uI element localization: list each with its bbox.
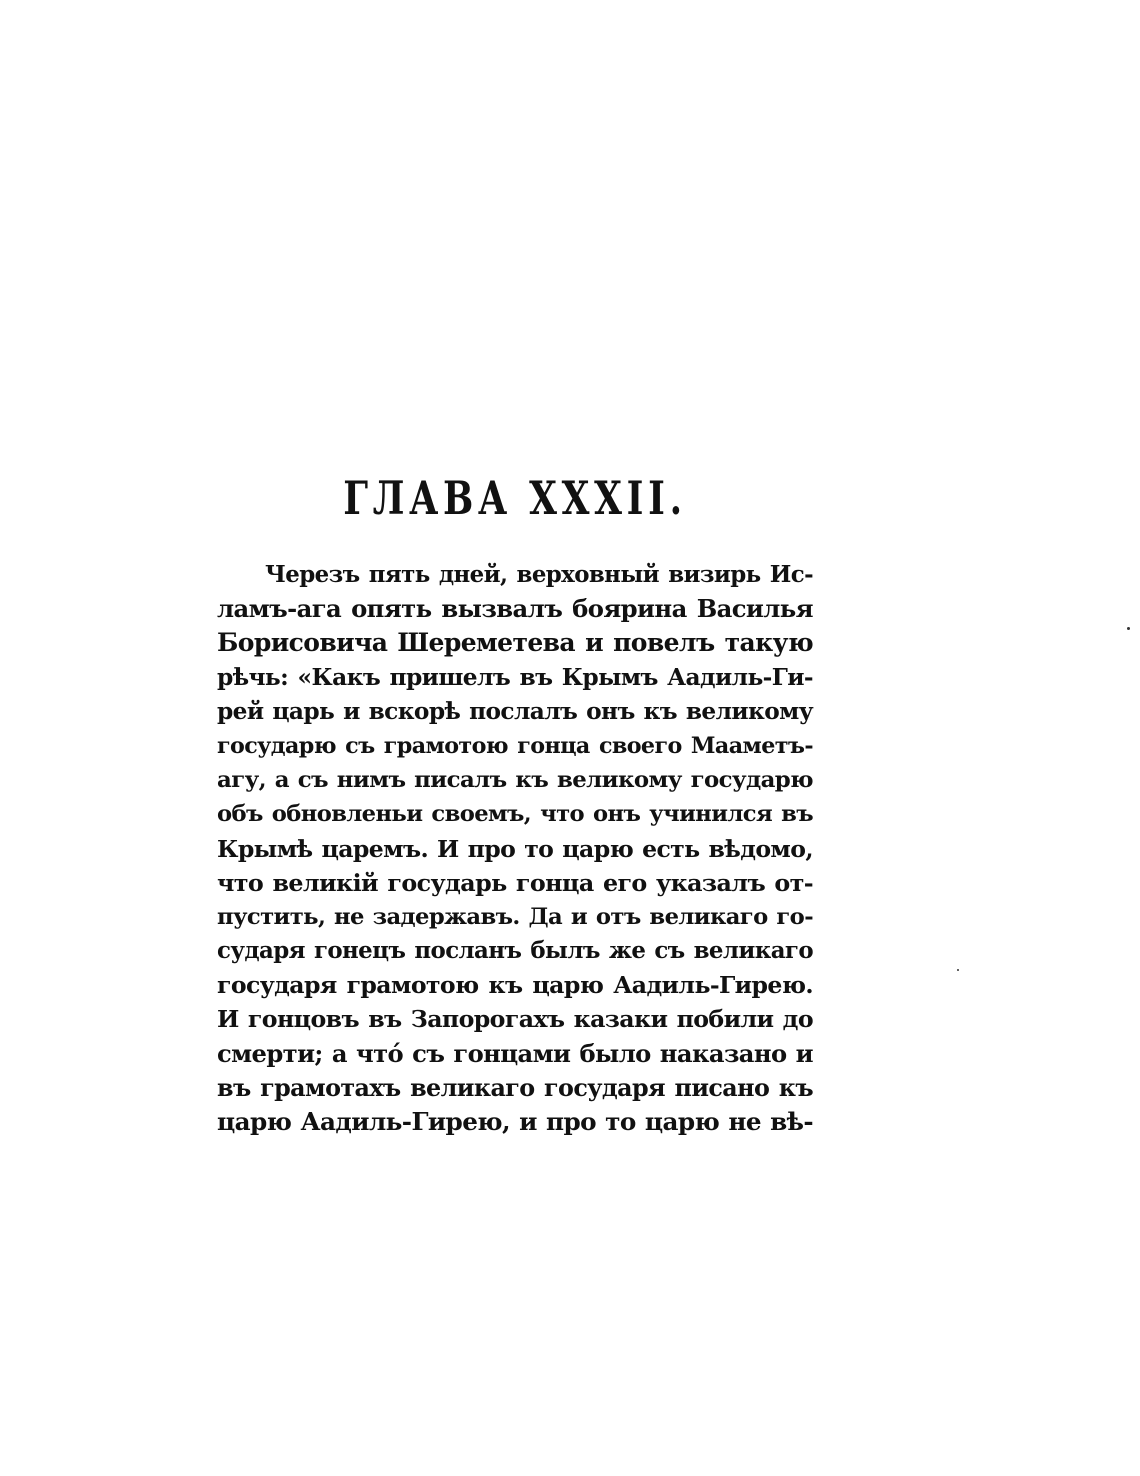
text-line: сударя гонецъ посланъ былъ же съ великаго — [217, 938, 813, 965]
text-line: Крымѣ царемъ. И про то царю есть вѣдомо, — [217, 834, 813, 863]
paper-speck — [957, 969, 959, 971]
chapter-heading: ГЛАВА XXXII. — [343, 471, 687, 525]
text-line: царю Аадиль-Гирею, и про то царю не вѣ- — [217, 1107, 813, 1136]
text-line: объ обновленьи своемъ, что онъ учинился въ — [217, 801, 813, 828]
text-line: государю съ грамотою гонца своего Мааметъ- — [217, 732, 813, 759]
text-line: рей царь и вскорѣ послалъ онъ къ великому — [217, 697, 813, 725]
text-line: государя грамотою къ царю Аадиль-Гирею. — [217, 971, 813, 1000]
text-line: пустить, не задержавъ. Да и отъ великаго го- — [217, 903, 813, 930]
body-text — [217, 558, 813, 1139]
paper-speck — [1127, 627, 1130, 630]
text-line: въ грамотахъ великаго государя писано къ — [217, 1073, 813, 1102]
text-line: что великій государь гонца его указалъ от- — [217, 868, 813, 897]
text-line: агу, а съ нимъ писалъ къ великому государю — [217, 767, 813, 794]
text-line: Черезъ пять дней, верховный визирь Ис- — [265, 562, 813, 588]
text-line: Борисовича Шереметева и повелъ такую — [217, 628, 813, 658]
text-line: смерти; а чтó съ гонцами было наказано и — [217, 1038, 813, 1068]
text-line: рѣчь: «Какъ пришелъ въ Крымъ Аадиль-Ги- — [217, 663, 813, 691]
text-line: ламъ-ага опять вызвалъ боярина Василья — [217, 594, 813, 624]
text-line: И гонцовъ въ Запорогахъ казаки побили до — [217, 1005, 813, 1034]
